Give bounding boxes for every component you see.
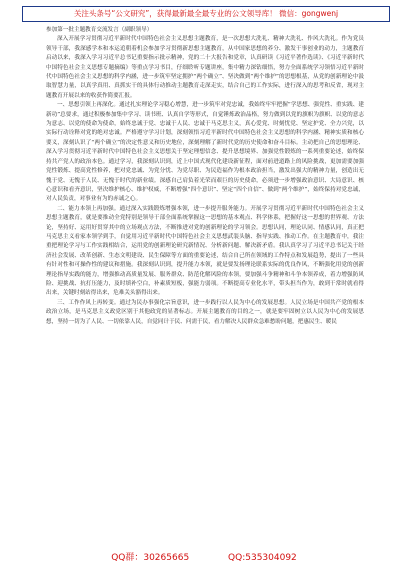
paragraph-section-1: 一、思想引领上再深化。通过扎实理论学习稳心增慧，进一步筑牢对党忠诚，我始终牢牢把握“学思想、强党性、重实践、建新功”总要求，通过积极参加集中学习、读书班、认真自学等形式，自觉锤炼政治品格，努力做到以党的旗帜为旗帜、以党的意志为意志、以党的使命为使命，始终忠诚于党、忠诚于人民、忠诚于马克思主义，真心爱党、时刻忧党、坚定护党、全力兴党，以实际行动诠释对党的绝对忠诚。严格遵守学习计划，深刻领悟习近平新时代中国特色社会主义思想的科学内涵、精神实质和核心要义，深刻认识了“两个确立”的决定性意义和历史地位，深刻理解了新时代党的历史使命和奋斗目标。主动把自己的思想理论、深入学习贯彻习近平新时代中国特色社会主义思想关于坚定理想信念、提升思想境界、加强党性锻炼的一系列重要论述，始终保持共产党人的政治本色。通过学习，我深刻认识到，近上中国式现代化建设新征程，面对前进道路上的风险挑战，更加需要加强党性锻炼、提高党性修养，把对党忠诚、为党分忧、为党尽职、为民造福作为根本政治担当，激发出强大的精神力量，创造出无愧于党、无愧于人民、无愧于时代的新业绩。深感自己肩负着光荣而艰巨的历史使命，必须进一步增强政治意识、大局意识、核心意识和看齐意识，坚决维护核心、维护权威，不断增强“四个意识”、坚定“四个自信”、做到“两个维护”，始终保持对党忠诚，对人民负责，对事业有为的赤诚之心。: [46, 102, 364, 203]
document-title: 参加第一批主题教育交流发言（副职领导）: [46, 27, 153, 33]
document-body: [46, 26, 364, 327]
wechat-id: 微信：gongwenj: [279, 9, 339, 18]
paragraph-intro: 深入开展学习贯彻习近平新时代中国特色社会主义思想主题教育，是一次思想大洗礼、精神大洗礼、作风大洗礼。作为党员领导干部，我深感学本和本运追朝着机会参加学习贯彻新思想主题教育，从中国家思想的养分、激发干事创业的动力，主题教育启动以来，我深入学习习近平总书记重要指示批示精神，党的二十大报告和党章，认真研读《习近平著作选读》、《习近平新时代中国特色社会主义思想专题摘编》等重点学习书目，仔细聆听专题讲座，集中精力深钻细悟，努力全面系统学习领悟习近平新时代中国特色社会主义思想的科学内涵，进一步筑牢坚定拥护“两个确立”、坚决做到“两个维护”的思想根基，从党的创新理论中汲取智慧力量，以真学真用、真抓实干的具体行动推动主题教育走深走实，结合自己的工作实际，进行深入的思考和反省，现对主题教育开展以来的收获作简要汇报。: [46, 36, 364, 99]
paragraph-section-3: 三、工作作风上再转变。通过为民办事强化宗旨意识，进一步践行以人民为中心的发展思想。人民立场是中国共产党的根本政治立场，是马克思主义政党区别于其他政党的显著标志。开展主题教育的目的之一，就是要牢固树立以人民为中心的发展思想，坚持一切为了人民、一切依靠人民，自觉同计于民、问需于民，看力解决人民群众急难愁盼问题，把惠民生、暖民: [46, 299, 364, 325]
qq-contact: QQ:535304092: [228, 553, 297, 563]
qq-group: QQ群：30265665: [111, 553, 190, 563]
promo-banner: [22, 6, 390, 22]
promo-banner-text: [27, 9, 385, 19]
paragraph-section-2: 二、能力本领上再加强。通过深入实践锻炼增强本领，进一步提升服务能力。开展学习贯彻习近平新时代中国特色社会主义思想主题教育，就是要推动全党特别是领导干部全面系统掌握这一思想的基本观点、科学体系，把握好这一思想的世界观、方法论，坚持好、运用好贯穿其中的立场观点方法，不断推进对党的创新理论的学习领会。思想认同，理论认同、情感认同，真正把马克思主义看家本领学到手，自觉用习近平新时代中国特色社会主义思想武装头脑、指导实践、推动工作。在主题教育中，我注重把理论学习与工作实践相结合，运用党的创新理论研究新情况、分析新问题、解决新矛盾。我认真学习了习近平总书记关于经济社会发展、改革创新、生态文明建设、民生保障等方面的重要论述，结合自己所在领域的工作特点和发展趋势，提出了一些具有针对性和可操作性的建议和措施。我深刻认识到，提升能力本领，就是要发扬理论联系实际的优良作风，不断强化用党的创新理论指导实践的能力，增强推动高质量发展、服务群众、防范化解风险的本领，要加强斗争精神和斗争本领养成，着力增强防风险、迎挑战、抗打压能力，及时填补空白，补素质短板，强能力弱项。不断提高专业化水平，带头担当作为，敢到干常时就看得出来，关键时刻站得出来，危难关头豁得出来。: [46, 205, 364, 297]
contact-footer: [0, 552, 408, 564]
promo-banner-part1: 关注头条号“公文研究”，获得最新最全最专业的公文领导库！: [73, 9, 277, 18]
